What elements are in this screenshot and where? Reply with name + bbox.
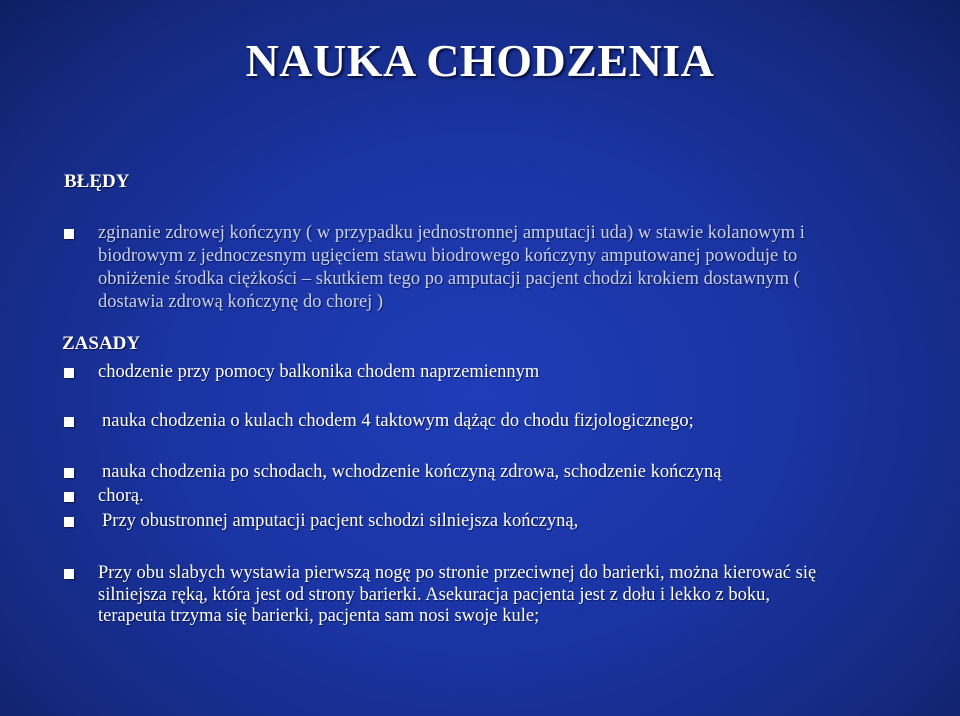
rules-last-line-3: terapeuta trzyma się barierki, pacjenta sam nosi swoje kule; [98,606,540,626]
bullet-icon [64,229,74,239]
bullet-icon [64,417,74,427]
bullet-icon [64,517,74,527]
rules-item-1: chodzenie przy pomocy balkonika chodem naprzemiennym [98,362,540,382]
errors-heading: BŁĘDY [64,171,130,192]
rules-item-2: nauka chodzenia o kulach chodem 4 taktowym dążąc do chodu fizjologicznego; [102,411,694,431]
slide-title: NAUKA CHODZENIA [245,35,715,86]
bullet-icon [64,569,74,579]
errors-line-1: zginanie zdrowej kończyny ( w przypadku jednostronnej amputacji uda) w stawie kolanowym i [98,223,805,243]
errors-line-4: dostawia zdrową kończynę do chorej ) [98,292,384,312]
rules-item-4: chorą. [98,486,144,506]
rules-item-3: nauka chodzenia po schodach, wchodzenie kończyną zdrowa, schodzenie kończyną [102,462,722,482]
rules-heading: ZASADY [62,333,141,354]
bullet-icon [64,492,74,502]
errors-line-2: biodrowym z jednoczesnym ugięciem stawu biodrowego kończyny amputowanej powoduje to [98,246,798,266]
bullet-icon [64,468,74,478]
rules-last-line-1: Przy obu slabych wystawia pierwszą nogę po stronie przeciwnej do barierki, można kierować się [98,563,817,583]
rules-last-line-2: silniejsza ręką, która jest od strony barierki. Asekuracja pacjenta jest z dołu i lekko z boku, [98,585,770,605]
bullet-icon [64,368,74,378]
errors-line-3: obniżenie środka ciężkości – skutkiem tego po amputacji pacjent chodzi krokiem dostawnym ( [98,269,800,289]
rules-item-5: Przy obustronnej amputacji pacjent schodzi silniejsza kończyną, [102,511,579,531]
